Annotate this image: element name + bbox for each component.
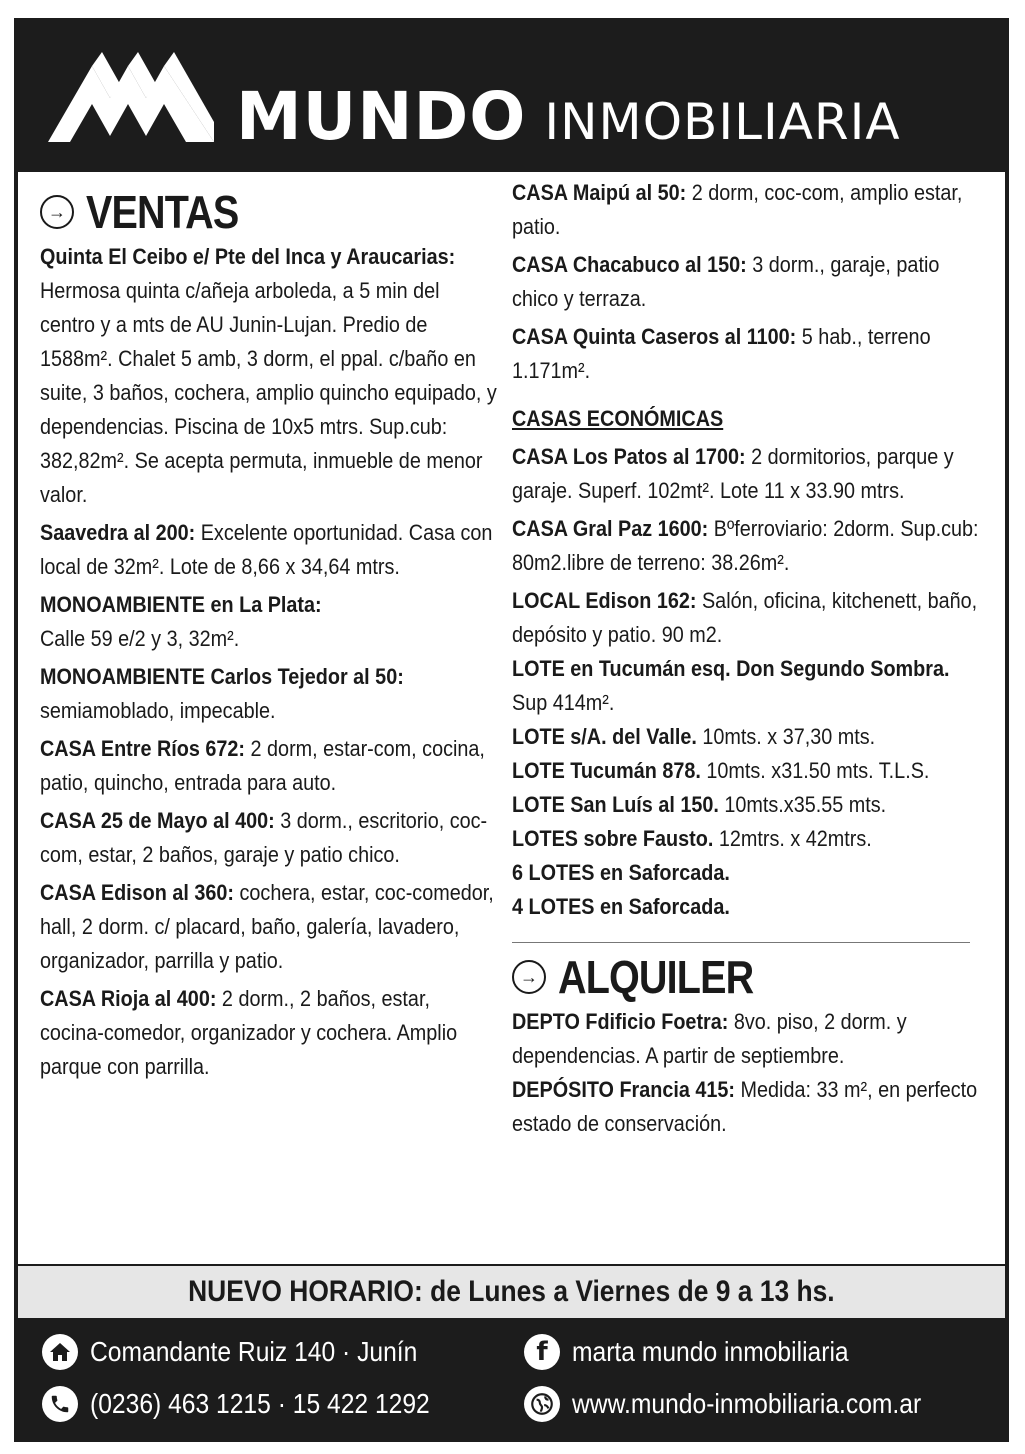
contact-footer	[14, 1320, 1009, 1442]
listing-item	[512, 754, 990, 788]
listing-head: CASA Chacabuco al 150:	[512, 252, 747, 277]
listing-head: 4 LOTES en Saforcada.	[512, 894, 730, 919]
listing-head: 6 LOTES en Saforcada.	[512, 860, 730, 885]
schedule-text	[188, 1266, 835, 1318]
listing-text: Hermosa quinta c/añeja arboleda, a 5 min del centro y a mts de AU Junin-Lujan. Predio de 1588m². Chalet 5 amb, 3 dorm, el ppal. c/baño en suite, 3 baños, cochera, amplio quincho equipado, y dependencias. Piscina de 10x5 mtrs. Sup.cub: 382,82m². Se acepta permuta, inmueble de menor valor.	[40, 278, 497, 507]
listing-text: Excelente oportunidad. Casa con local de 32m². Lote de 8,66 x 34,64 mtrs.	[40, 520, 493, 579]
facebook-text: marta mundo inmobiliaria	[572, 1336, 849, 1367]
phone-contact	[42, 1386, 476, 1422]
arrow-right-circle-icon: →	[40, 195, 74, 229]
listing-head: Saavedra al 200:	[40, 520, 196, 545]
listing-item	[40, 660, 498, 728]
listing-head: LOTE San Luís al 150.	[512, 792, 719, 817]
listing-head: MONOAMBIENTE Carlos Tejedor al 50:	[40, 664, 404, 689]
listing-text: Calle 59 e/2 y 3, 32m².	[40, 626, 240, 651]
listing-head: CASA Los Patos al 1700:	[512, 444, 746, 469]
listing-text: Medida: 33 m², en perfecto estado de conservación.	[512, 1077, 978, 1136]
listing-head: Quinta El Ceibo e/ Pte del Inca y Araucarias:	[40, 244, 456, 269]
listing-text: 10mts.x35.55 mts.	[718, 792, 887, 817]
listing-item	[512, 512, 990, 580]
listing-text: 10mts. x31.50 mts. T.L.S.	[700, 758, 930, 783]
address-text: Comandante Ruiz 140 · Junín	[90, 1336, 418, 1367]
listing-head: CASA Rioja al 400:	[40, 986, 217, 1011]
listing-item	[512, 176, 990, 244]
listing-item	[40, 622, 498, 656]
listing-text: 2 dormitorios, parque y garaje. Superf. 102mt². Lote 11 x 33.90 mtrs.	[512, 444, 954, 503]
listing-text: cochera, estar, coc-comedor, hall, 2 dorm. c/ placard, baño, galería, lavadero, organizador, parrilla y patio.	[40, 880, 494, 973]
listing-item	[512, 720, 990, 754]
schedule-label: NUEVO HORARIO:	[188, 1275, 423, 1308]
listing-text: 2 dorm, coc-com, amplio estar, patio.	[512, 180, 963, 239]
listing-text: 12mtrs. x 42mtrs.	[713, 826, 872, 851]
mountain-m-logo-icon	[48, 52, 214, 144]
listing-head: CASA Entre Ríos 672:	[40, 736, 246, 761]
listing-item	[512, 652, 990, 720]
listing-item	[512, 248, 990, 316]
listing-text: 3 dorm., escritorio, coc-com, estar, 2 baños, garaje y patio chico.	[40, 808, 488, 867]
left-column	[40, 172, 498, 1088]
listing-item	[40, 588, 498, 622]
listing-text: Sup 414m².	[512, 690, 615, 715]
facebook-icon: f	[524, 1334, 560, 1370]
listing-head: CASA Maipú al 50:	[512, 180, 687, 205]
listing-text: 10mts. x 37,30 mts.	[696, 724, 876, 749]
listing-item	[512, 1073, 990, 1141]
listing-item	[512, 584, 990, 652]
listing-head: LOCAL Edison 162:	[512, 588, 697, 613]
listing-item	[512, 440, 990, 508]
schedule-hours: de Lunes a Viernes de 9 a 13 hs.	[422, 1275, 835, 1308]
arrow-right-circle-icon: →	[512, 960, 546, 994]
listing-text: semiamoblado, impecable.	[40, 698, 276, 723]
listing-text: Bºferroviario: 2dorm. Sup.cub: 80m2.libre de terreno: 38.26m².	[512, 516, 979, 575]
facebook-contact[interactable]	[524, 1334, 886, 1370]
listing-head: LOTES sobre Fausto.	[512, 826, 714, 851]
listing-head: DEPÓSITO Francia 415:	[512, 1077, 736, 1102]
address-contact	[42, 1334, 462, 1370]
listing-item	[512, 822, 990, 856]
brand-name	[236, 78, 901, 155]
alquiler-title: ALQUILER	[558, 951, 754, 1003]
listing-item	[40, 876, 498, 978]
listing-item	[512, 1005, 990, 1073]
listings-area	[18, 172, 1005, 1264]
listing-item	[40, 516, 498, 584]
listing-head: CASA Edison al 360:	[40, 880, 235, 905]
listing-text: 3 dorm., garaje, patio chico y terraza.	[512, 252, 940, 311]
listing-head: LOTE Tucumán 878.	[512, 758, 701, 783]
listing-text: 5 hab., terreno 1.171m².	[512, 324, 931, 383]
home-icon	[42, 1334, 78, 1370]
listing-item	[512, 788, 990, 822]
section-divider	[512, 942, 970, 943]
casas-economicas-heading: CASAS ECONÓMICAS	[512, 406, 724, 431]
listing-item	[512, 320, 990, 388]
ventas-heading	[40, 184, 498, 240]
brand-name-bold: MUNDO	[236, 78, 527, 155]
brand-name-light: INMOBILIARIA	[544, 93, 901, 151]
listing-head: CASA 25 de Mayo al 400:	[40, 808, 275, 833]
listing-head: CASA Quinta Caseros al 1100:	[512, 324, 797, 349]
right-column	[512, 172, 990, 1141]
listing-text: 8vo. piso, 2 dorm. y dependencias. A partir de septiembre.	[512, 1009, 907, 1068]
listing-text: 2 dorm., 2 baños, estar, cocina-comedor, organizador y cochera. Amplio parque con parrilla.	[40, 986, 458, 1079]
schedule-bar	[18, 1266, 1005, 1318]
listing-text: 2 dorm, estar-com, cocina, patio, quincho, entrada para auto.	[40, 736, 485, 795]
listing-item	[512, 856, 990, 890]
listing-item	[40, 732, 498, 800]
alquiler-heading	[512, 949, 990, 1005]
listing-head: CASA Gral Paz 1600:	[512, 516, 709, 541]
listing-item	[40, 982, 498, 1084]
listing-item	[40, 240, 498, 512]
phone-text: (0236) 463 1215 · 15 422 1292	[90, 1388, 430, 1419]
listing-item	[40, 804, 498, 872]
listing-item	[512, 890, 990, 924]
phone-icon	[42, 1386, 78, 1422]
ventas-title: VENTAS	[86, 186, 239, 238]
listing-head: DEPTO Fdificio Foetra:	[512, 1009, 729, 1034]
listing-head: LOTE s/A. del Valle.	[512, 724, 697, 749]
listing-head: LOTE en Tucumán esq. Don Segundo Sombra.	[512, 656, 950, 681]
listing-head: MONOAMBIENTE en La Plata:	[40, 592, 322, 617]
web-text: www.mundo-inmobiliaria.com.ar	[572, 1388, 922, 1419]
globe-icon	[524, 1386, 560, 1422]
listing-text: Salón, oficina, kitchenett, baño, depósito y patio. 90 m2.	[512, 588, 978, 647]
web-contact[interactable]	[524, 1386, 969, 1422]
